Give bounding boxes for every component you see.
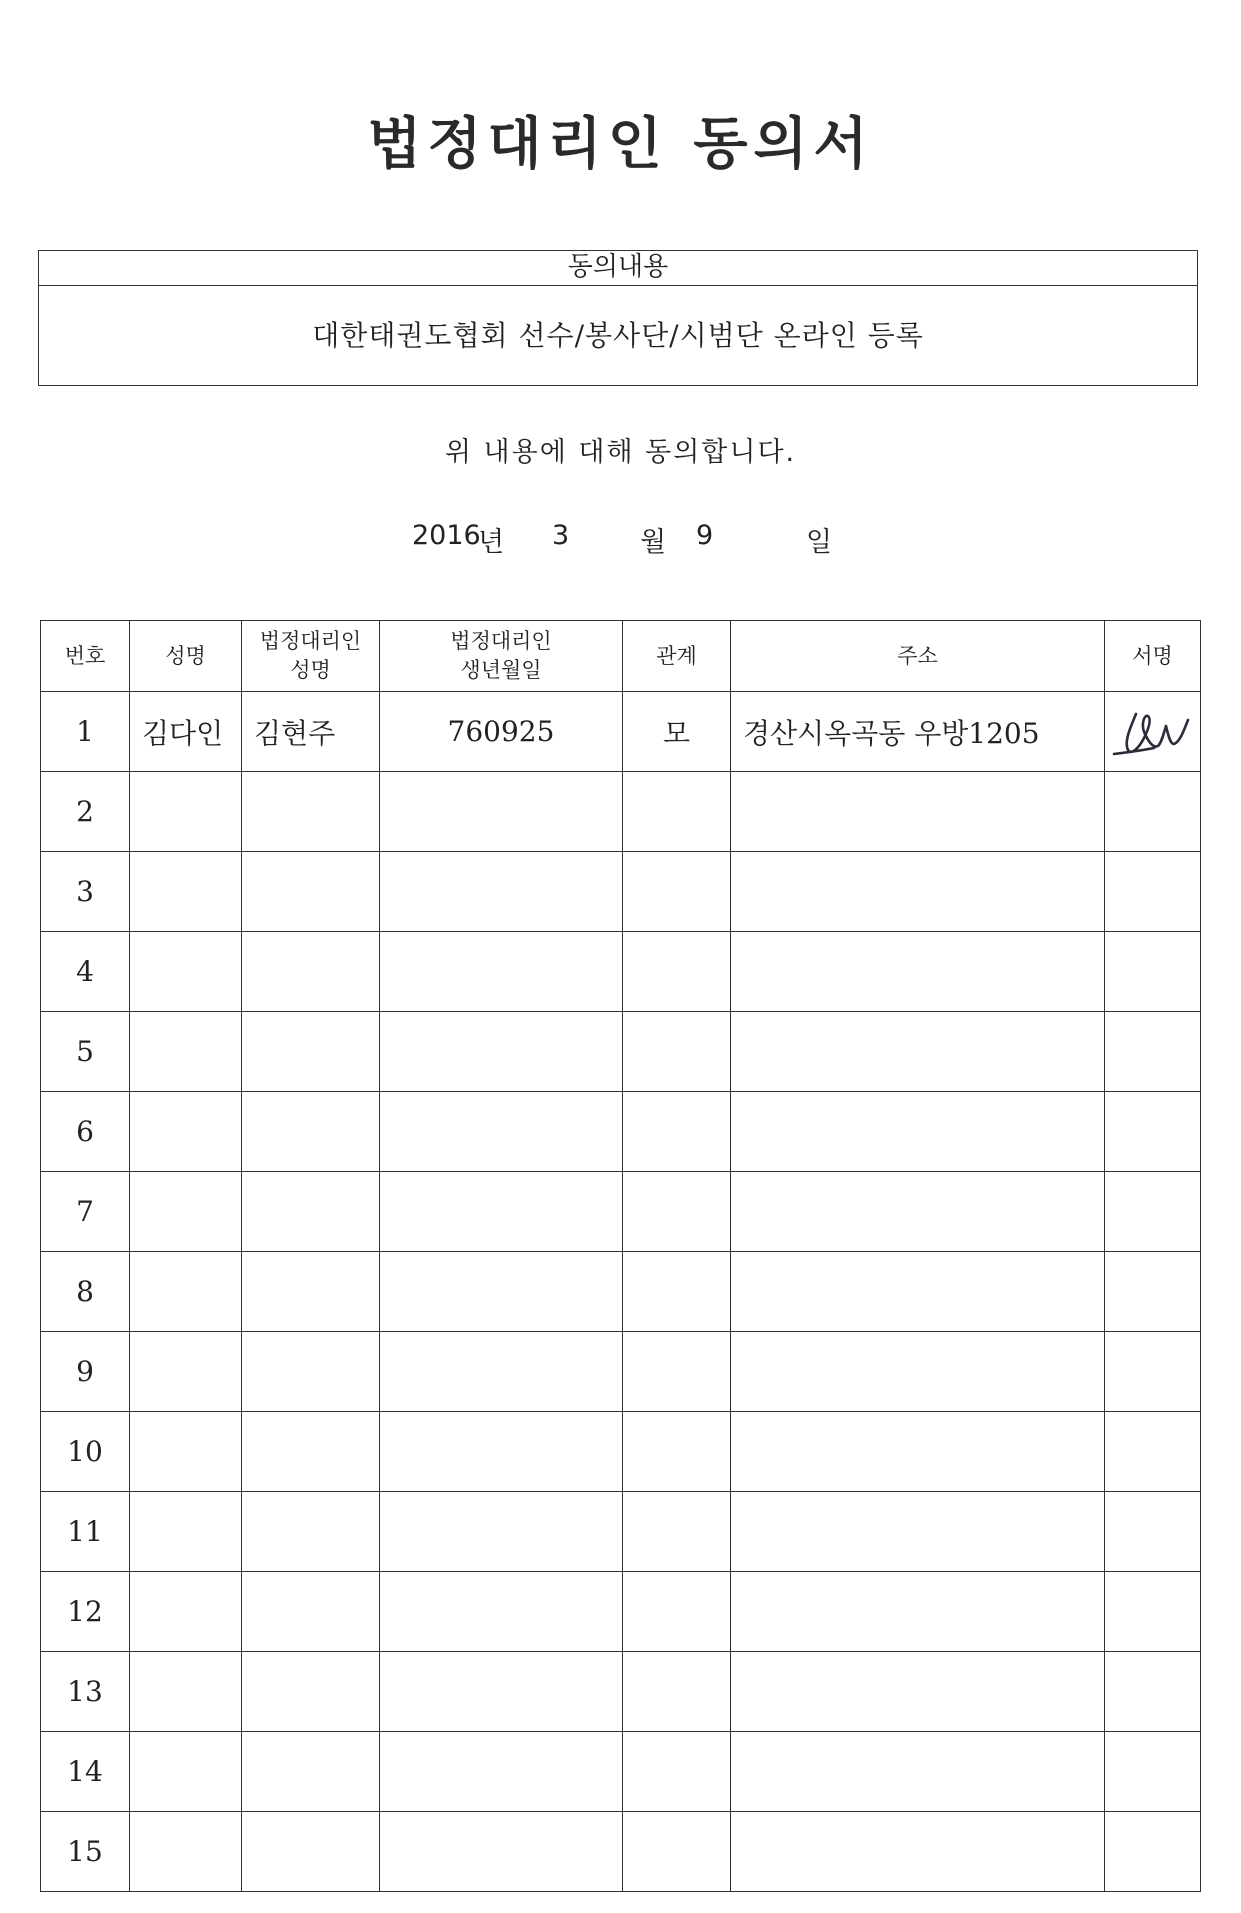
table-row <box>41 932 1201 1012</box>
row-guardian-birth: 760925 <box>380 692 623 772</box>
row-address <box>731 1012 1105 1092</box>
row-number: 1 <box>41 692 130 772</box>
row-address <box>731 932 1105 1012</box>
row-guardian-name <box>242 1732 380 1812</box>
row-number: 6 <box>41 1092 130 1172</box>
row-guardian-name <box>242 1012 380 1092</box>
header-name: 성명 <box>130 621 242 692</box>
row-signature <box>1105 1812 1201 1892</box>
row-name <box>130 932 242 1012</box>
row-number: 10 <box>41 1412 130 1492</box>
header-signature: 서명 <box>1105 621 1201 692</box>
row-relation <box>623 1812 731 1892</box>
row-guardian-birth <box>380 1732 623 1812</box>
date-year: 2016 <box>412 520 481 551</box>
row-relation <box>623 1652 731 1732</box>
row-guardian-name <box>242 852 380 932</box>
handwritten-signature <box>1110 702 1196 762</box>
row-signature <box>1105 852 1201 932</box>
row-guardian-birth <box>380 1652 623 1732</box>
row-number: 4 <box>41 932 130 1012</box>
row-address <box>731 1172 1105 1252</box>
table-row <box>41 1812 1201 1892</box>
row-guardian-name <box>242 1572 380 1652</box>
row-name <box>130 1172 242 1252</box>
row-address: 경산시옥곡동 우방1205 <box>731 692 1105 772</box>
row-address <box>731 1812 1105 1892</box>
header-guardian-name-line2: 성명 <box>290 658 331 682</box>
row-name <box>130 1252 242 1332</box>
row-guardian-birth <box>380 1492 623 1572</box>
row-address <box>731 772 1105 852</box>
row-guardian-birth <box>380 772 623 852</box>
row-number: 7 <box>41 1172 130 1252</box>
header-guardian-birth <box>380 621 623 692</box>
row-name <box>130 1012 242 1092</box>
row-number: 13 <box>41 1652 130 1732</box>
table-row <box>41 1412 1201 1492</box>
guardian-table <box>40 620 1201 1892</box>
row-guardian-name <box>242 1412 380 1492</box>
row-number: 2 <box>41 772 130 852</box>
row-name <box>130 1332 242 1412</box>
row-signature <box>1105 1012 1201 1092</box>
table-row <box>41 692 1201 772</box>
row-guardian-birth <box>380 1172 623 1252</box>
row-guardian-name <box>242 1812 380 1892</box>
row-relation <box>623 932 731 1012</box>
header-guardian-birth-line1: 법정대리인 <box>450 629 552 653</box>
row-guardian-birth <box>380 1252 623 1332</box>
row-name <box>130 1812 242 1892</box>
row-number: 3 <box>41 852 130 932</box>
row-name <box>130 772 242 852</box>
table-header-row <box>41 621 1201 692</box>
header-guardian-name-line1: 법정대리인 <box>259 629 362 653</box>
row-guardian-name <box>242 1252 380 1332</box>
row-guardian-birth <box>380 932 623 1012</box>
row-name <box>130 1092 242 1172</box>
row-guardian-name <box>242 1652 380 1732</box>
date-month: 3 <box>552 520 570 551</box>
row-guardian-name <box>242 772 380 852</box>
row-signature <box>1105 772 1201 852</box>
header-guardian-birth-line2: 생년월일 <box>460 658 542 682</box>
row-signature <box>1105 1332 1201 1412</box>
row-relation <box>623 1732 731 1812</box>
row-signature <box>1105 1092 1201 1172</box>
row-address <box>731 1572 1105 1652</box>
table-row <box>41 1492 1201 1572</box>
row-name <box>130 1412 242 1492</box>
row-name <box>130 1732 242 1812</box>
row-guardian-birth <box>380 1012 623 1092</box>
header-guardian-name <box>242 621 380 692</box>
table-row <box>41 1572 1201 1652</box>
row-relation <box>623 1092 731 1172</box>
row-relation <box>623 1412 731 1492</box>
row-guardian-birth <box>380 1332 623 1412</box>
consent-content: 대한태권도협회 선수/봉사단/시범단 온라인 등록 <box>312 319 924 352</box>
table-row <box>41 1012 1201 1092</box>
row-address <box>731 1252 1105 1332</box>
row-guardian-name <box>242 1492 380 1572</box>
row-signature <box>1105 1412 1201 1492</box>
row-name <box>130 1572 242 1652</box>
header-address: 주소 <box>731 621 1105 692</box>
row-number: 12 <box>41 1572 130 1652</box>
table-row <box>41 1732 1201 1812</box>
row-address <box>731 852 1105 932</box>
date-day: 9 <box>696 520 714 551</box>
row-guardian-name: 김현주 <box>242 692 380 772</box>
row-address <box>731 1652 1105 1732</box>
date-month-unit: 월 <box>640 527 667 558</box>
row-signature <box>1105 932 1201 1012</box>
row-guardian-birth <box>380 1092 623 1172</box>
row-signature <box>1105 1172 1201 1252</box>
row-number: 9 <box>41 1332 130 1412</box>
row-relation <box>623 852 731 932</box>
row-guardian-name <box>242 1332 380 1412</box>
row-guardian-birth <box>380 1412 623 1492</box>
row-signature <box>1105 1652 1201 1732</box>
row-signature <box>1105 1732 1201 1812</box>
row-name <box>130 1492 242 1572</box>
table-body <box>41 692 1201 1892</box>
row-signature <box>1105 1572 1201 1652</box>
row-guardian-birth <box>380 1572 623 1652</box>
row-guardian-name <box>242 1092 380 1172</box>
date-year-unit: 년 <box>478 527 505 558</box>
table-row <box>41 1172 1201 1252</box>
row-signature <box>1105 1492 1201 1572</box>
row-signature <box>1105 692 1201 772</box>
row-address <box>731 1092 1105 1172</box>
row-relation <box>623 1492 731 1572</box>
row-relation <box>623 1252 731 1332</box>
agreement-statement: 위 내용에 대해 동의합니다. <box>444 437 797 468</box>
row-guardian-birth <box>380 852 623 932</box>
table-row <box>41 772 1201 852</box>
table-row <box>41 1652 1201 1732</box>
table-row <box>41 852 1201 932</box>
row-address <box>731 1492 1105 1572</box>
header-relation: 관계 <box>623 621 731 692</box>
date-day-unit: 일 <box>806 527 833 558</box>
row-relation <box>623 772 731 852</box>
table-row <box>41 1332 1201 1412</box>
row-relation <box>623 1572 731 1652</box>
row-address <box>731 1732 1105 1812</box>
consent-header: 동의내용 <box>39 251 1197 286</box>
row-number: 15 <box>41 1812 130 1892</box>
row-name: 김다인 <box>130 692 242 772</box>
row-number: 8 <box>41 1252 130 1332</box>
row-relation: 모 <box>623 692 731 772</box>
table-row <box>41 1092 1201 1172</box>
row-relation <box>623 1172 731 1252</box>
row-number: 14 <box>41 1732 130 1812</box>
row-guardian-name <box>242 932 380 1012</box>
header-number: 번호 <box>41 621 130 692</box>
row-guardian-birth <box>380 1812 623 1892</box>
row-address <box>731 1332 1105 1412</box>
row-name <box>130 1652 242 1732</box>
table-row <box>41 1252 1201 1332</box>
document-title: 법정대리인 동의서 <box>367 111 874 177</box>
row-number: 5 <box>41 1012 130 1092</box>
row-relation <box>623 1012 731 1092</box>
consent-box <box>38 250 1198 386</box>
row-signature <box>1105 1252 1201 1332</box>
row-name <box>130 852 242 932</box>
row-relation <box>623 1332 731 1412</box>
row-address <box>731 1412 1105 1492</box>
row-guardian-name <box>242 1172 380 1252</box>
row-number: 11 <box>41 1492 130 1572</box>
